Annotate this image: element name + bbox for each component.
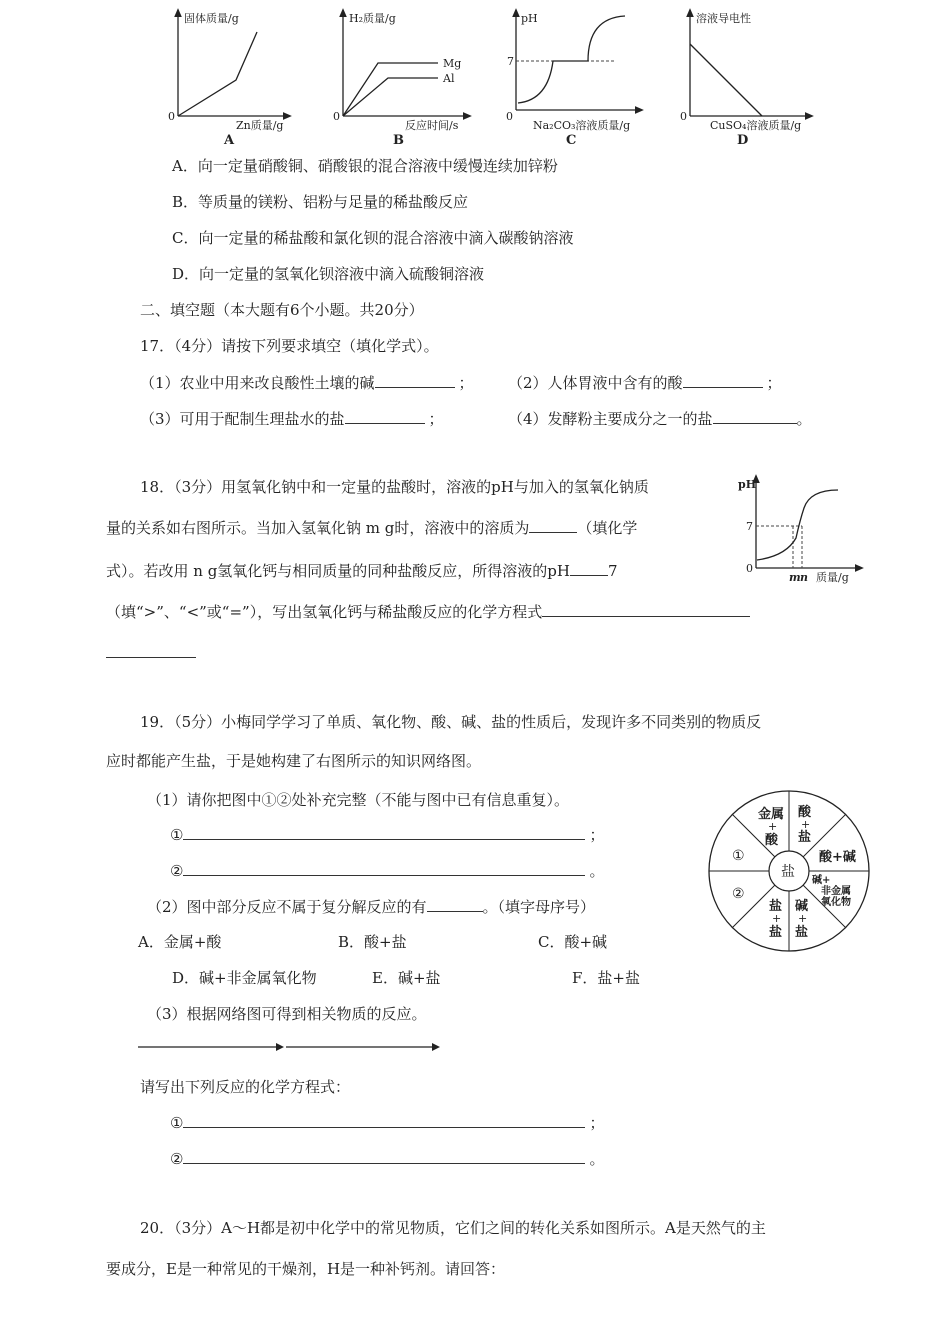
graph-d-xlabel: CuSO₄溶液质量/g [710,119,802,132]
graph-b-series-mg: Mg [443,57,462,70]
graph-c [506,12,640,148]
q17-blank-3[interactable] [345,408,425,424]
q18-graph-m: m [789,571,801,584]
graph-d-ylabel: 溶液导电性 [696,12,751,25]
q19-option-f: F．盐+盐 [572,969,640,987]
q17-part-4 [508,408,812,429]
graph-b-mg-line [343,63,438,116]
q19-circle-1: ① [170,826,184,844]
q17-part-1 [140,372,474,393]
q20-line-2: 要成分，E是一种常见的干燥剂，H是一种补钙剂。请回答： [106,1260,506,1278]
q19-line-1: 19．（5分）小梅同学学习了单质、氧化物、酸、碱、盐的性质后，发现许多不同类别的物质反 [140,713,762,731]
q18-line-2 [106,517,637,538]
section-2-heading: 二、填空题（本大题有6个小题。共20分） [140,301,424,319]
q20-line-1: 20．（3分）A～H都是初中化学中的常见物质，它们之间的转化关系如图所示。A是天然气的主 [140,1219,766,1237]
q19-eq-blank-2[interactable] [183,1148,585,1164]
q17-part-3 [140,408,444,429]
graph-d-origin: 0 [680,110,687,123]
wheel-jinshu-1: 金属 [758,807,785,822]
q19-option-d: D．碱+非金属氧化物 [172,969,317,987]
q19-eq-line-2 [170,1148,604,1169]
wheel-suanyan-3: 盐 [798,830,812,845]
graph-a-ylabel: 固体质量/g [184,12,239,25]
graph-d [680,11,810,148]
graphs-row [0,0,950,150]
q16-option-a: A．向一定量硝酸铜、硝酸银的混合溶液中缓慢连续加锌粉 [172,157,558,175]
q16-option-c: C．向一定量的稀盐酸和氯化钡的混合溶液中滴入碳酸钠溶液 [172,229,574,247]
wheel-jianyan-2: + [798,912,808,925]
q18-blank-compare[interactable] [570,560,608,576]
wheel-jian-fjs-1: 碱+ [812,875,831,886]
wheel-jinshu-2: + [768,820,778,833]
q18-blank-solute[interactable] [529,517,577,533]
q19-circle-2: ② [170,862,184,880]
wheel-yanyan-3: 盐 [769,925,783,940]
q18-line-4 [106,601,750,622]
q19-eq-circle-2: ② [170,1150,184,1168]
q17-part-3-end: ； [428,410,444,428]
q19-part-4: 请写出下列反应的化学方程式： [140,1078,351,1096]
q19-eq-semi-1: ； [589,1114,605,1132]
graph-b-al-line [343,78,438,116]
wheel-jinshu-3: 酸 [765,833,779,848]
q19-part-2 [147,896,595,917]
q18-line-1: 18．（3分）用氢氧化钠中和一定量的盐酸时，溶液的pH与加入的氢氧化钠质 [140,478,649,496]
graph-b-origin: 0 [333,110,340,123]
q17-part-2-text: （2）人体胃液中含有的酸 [508,374,683,392]
q19-semi-1: ； [589,826,605,844]
wheel-circle-1: ① [732,848,745,864]
q19-reaction-arrow-line [136,1040,446,1054]
q18-blank-equation-cont[interactable] [106,657,196,658]
wheel-jianyan-1: 碱 [795,899,809,914]
graph-b [333,11,468,148]
q18-graph-origin: 0 [746,562,753,575]
q16-option-d: D．向一定量的氢氧化钡溶液中滴入硫酸铜溶液 [172,265,485,283]
wheel-jian-fjs-2: 非金属 [821,886,851,897]
q19-eq-circle-1: ① [170,1114,184,1132]
q19-option-c: C．酸+碱 [538,933,608,951]
graph-d-caption: D [737,133,749,148]
wheel-circle-2: ② [732,886,745,902]
graph-b-xlabel: 反应时间/s [405,119,459,132]
q19-part-2-end: 。（填字母序号） [482,898,596,916]
wheel-jian-fjs-3: 氧化物 [821,897,851,908]
q18-graph-tick: 7 [746,520,753,533]
q18-graph-xlabel: 质量/g [816,571,849,584]
q19-blank-line-2 [170,860,604,881]
q19-eq-blank-1[interactable] [183,1112,585,1128]
q18-curve [757,490,838,560]
q17-part-3-text: （3）可用于配制生理盐水的盐 [140,410,345,428]
q19-eq-line-1 [170,1112,604,1133]
q17-part-1-text: （1）农业中用来改良酸性土壤的碱 [140,374,375,392]
q19-option-b: B．酸+盐 [338,933,407,951]
q19-part-3: （3）根据网络图可得到相关物质的反应。 [147,1005,427,1023]
wheel-suanyan-2: + [801,818,811,831]
wheel-yanyan-1: 盐 [769,899,783,914]
q19-option-a: A．金属+酸 [138,933,222,951]
q19-part-2-text: （2）图中部分反应不属于复分解反应的有 [147,898,427,916]
wheel-suanjian: 酸+碱 [819,850,856,865]
graph-c-ylabel: pH [521,12,538,25]
q18-line-3-text: 式）。若改用 n g氢氧化钙与相同质量的同种盐酸反应，所得溶液的pH [106,562,570,580]
q17-part-2-end: ； [766,374,782,392]
q19-part-1: （1）请你把图中①②处补充完整（不能与图中已有信息重复）。 [147,791,570,809]
graph-b-series-al: Al [443,72,455,85]
q17-part-4-end: 。 [796,410,812,428]
graph-a-caption: A [224,133,235,148]
graph-a [168,11,288,148]
graph-c-curve [518,16,625,103]
q19-blank-letters[interactable] [427,896,483,912]
q18-line-3-end: 7 [608,562,618,580]
q17-part-2 [508,372,782,393]
q18-graph-n: n [800,571,808,584]
graph-a-origin: 0 [168,110,175,123]
q19-option-e: E．碱+盐 [372,969,441,987]
graph-b-ylabel: H₂质量/g [349,12,396,25]
q16-option-b: B．等质量的镁粉、铝粉与足量的稀盐酸反应 [172,193,469,211]
graph-c-caption: C [566,133,577,148]
graph-c-xlabel: Na₂CO₃溶液质量/g [533,119,631,132]
q19-line-2: 应时都能产生盐，于是她构建了右图所示的知识网络图。 [106,752,482,770]
q19-blank-line-1 [170,824,604,845]
graph-b-caption: B [393,133,404,148]
wheel-suanyan-1: 酸 [798,805,812,820]
q18-line-3 [106,560,618,581]
q19-eq-period-2: 。 [589,1150,605,1168]
q19-blank-2[interactable] [183,860,585,876]
graph-d-line [690,44,762,116]
q17-part-4-text: （4）发酵粉主要成分之一的盐 [508,410,713,428]
graph-c-origin: 0 [506,110,513,123]
q18-graph-ylabel: pH [738,478,757,491]
q18-blank-equation[interactable] [542,601,750,617]
graph-c-tick: 7 [507,55,514,68]
q18-line-2-text: 量的关系如右图所示。当加入氢氧化钠 m g时，溶液中的溶质为 [106,519,530,537]
q17-blank-2[interactable] [683,372,763,388]
q18-line-4-text: （填“>”、“<”或“=”），写出氢氧化钙与稀盐酸反应的化学方程式 [106,603,543,621]
graph-a-xlabel: Zn质量/g [236,119,284,132]
q19-period-2: 。 [589,862,605,880]
q19-wheel-diagram [704,786,874,956]
q17-stem: 17．（4分）请按下列要求填空（填化学式）。 [140,337,439,355]
q17-blank-4[interactable] [713,408,797,424]
q18-graph [728,468,868,588]
q18-line-2-end: （填化学 [577,519,638,537]
q17-part-1-end: ； [458,374,474,392]
graph-a-line [178,32,257,116]
wheel-yanyan-2: + [772,912,782,925]
wheel-center: 盐 [781,864,795,880]
q19-blank-1[interactable] [183,824,585,840]
wheel-jianyan-3: 盐 [795,925,809,940]
q17-blank-1[interactable] [375,372,455,388]
